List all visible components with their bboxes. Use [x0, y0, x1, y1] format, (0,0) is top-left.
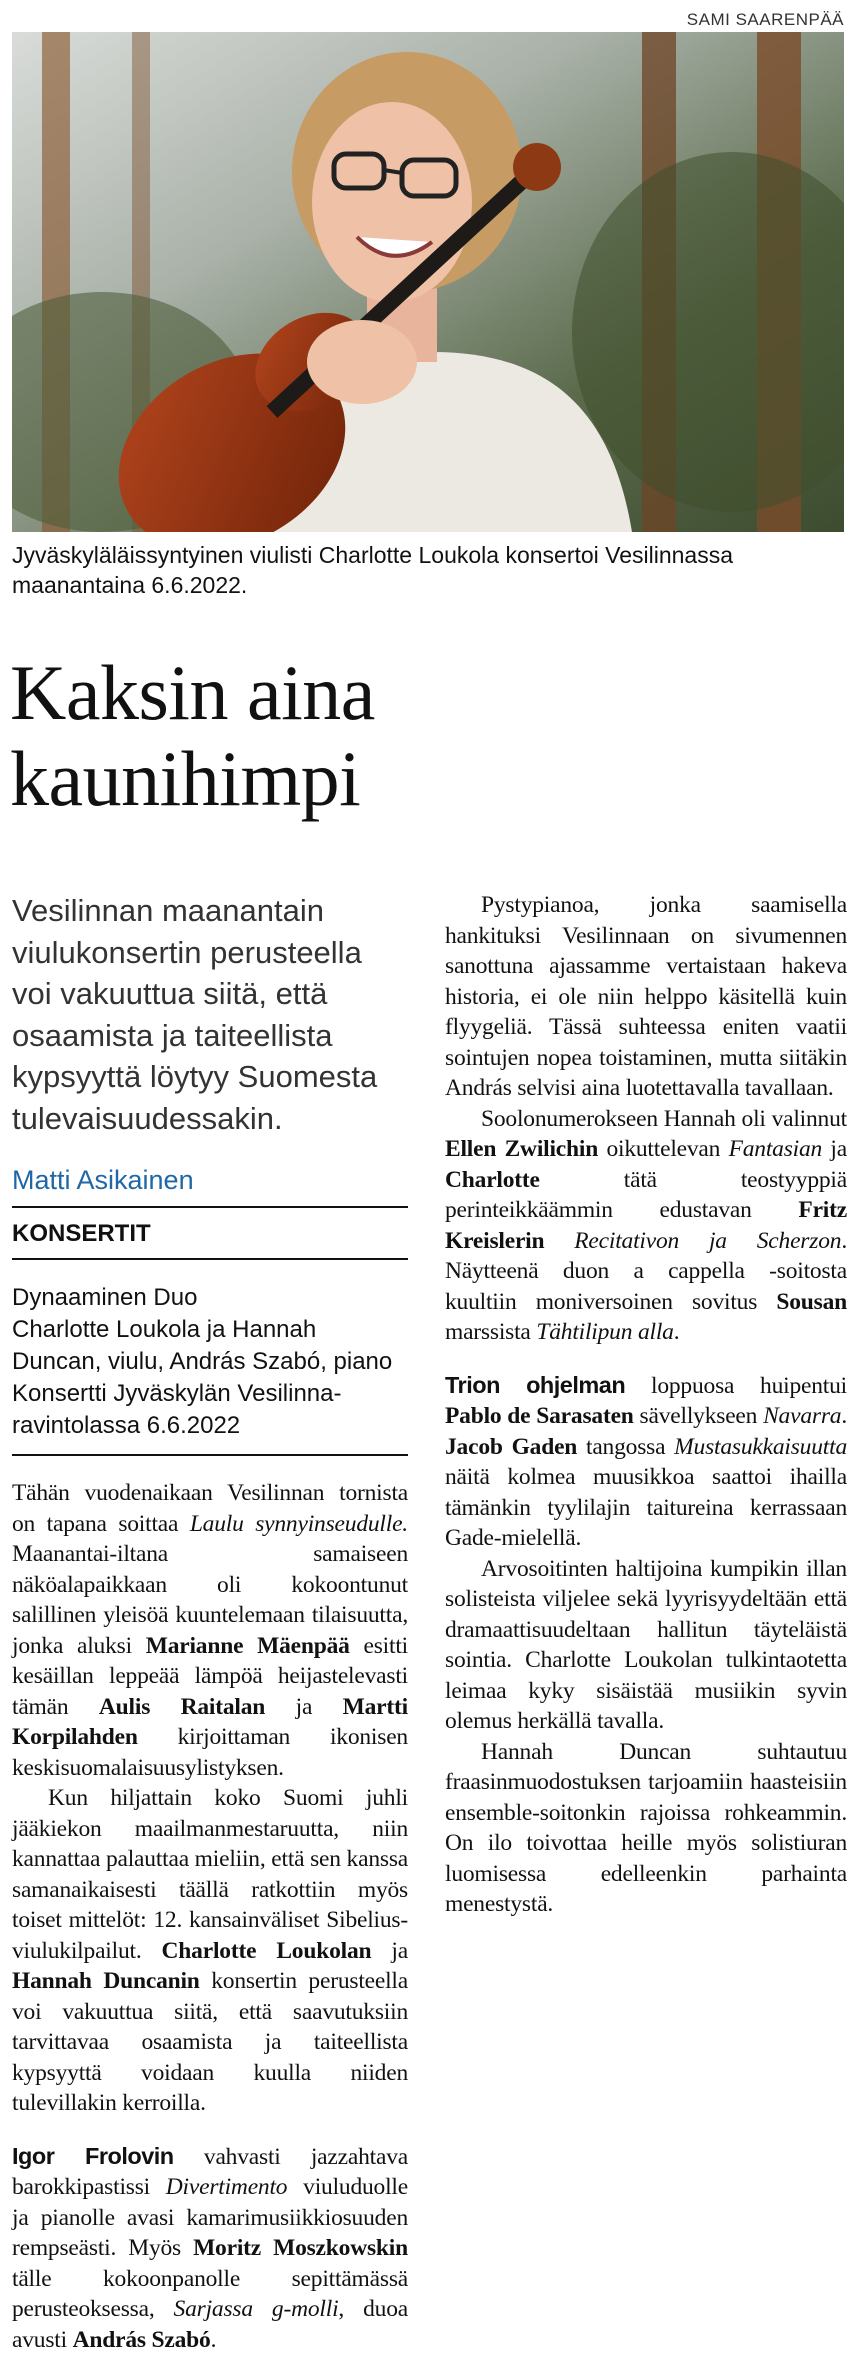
headline: Kaksin aina kaunihimpi: [10, 649, 375, 822]
article-body-right: [445, 890, 847, 1920]
photo-caption: Jyväskyläläissyntyinen viulisti Charlotte Loukola konsertoi Vesilinnassa maanantaina 6.6.2022.: [12, 542, 734, 598]
body-paragraph: Pystypianoa, jonka saamisella hankituksi Vesilinnaan on sivumennen sanottuna ajassamme vertaistaan hakeva historia, ei ole niin helppo käsitellä kuin flyygeliä. Tässä suhteessa eniten vaatii sointujen nopea toistaminen, mutta siitäkin András selvisi aina luotettavalla tavallaan.: [445, 892, 847, 1101]
right-column: [445, 890, 847, 1920]
article-photo: [12, 32, 844, 532]
article-body-left: [12, 1478, 408, 2355]
concert-info: [12, 1260, 408, 1456]
byline: Matti Asikainen: [12, 1165, 408, 1208]
body-paragraph: Arvosoitinten haltijoina kumpikin illan solisteista viljelee sekä lyyrisyydeltään että dramaattisuudeltaan hallitun täyteläistä sointia. Charlotte Loukolan tulkintaotetta leimaa kyky sisäistää musiikin syvin olemus herkällä tavalla.: [445, 1555, 847, 1734]
section-rubric: KONSERTIT: [12, 1208, 408, 1260]
concert-info-line: Konsertti Jyväskylän Vesilinna-ravintolassa 6.6.2022: [12, 1380, 342, 1439]
body-paragraph: Hannah Duncan suhtautuu fraasinmuodostuksen tarjoamiin haasteisiin ensemble-soitonkin rajoissa rohkeammin. On ilo toivottaa heille myös solistiuran luomisessa edelleenkin parhainta menestystä.: [445, 1738, 847, 1917]
body-paragraph: Igor Frolovin vahvasti jazzahtava barokkipastissi Divertimento viuluduolle ja pianolle avasi kamarimusiikkiosuuden rempseästi. Myös Moritz Moszkowskin tälle kokoonpanolle sepittämässä perusteoksessa, Sarjassa g-molli, duoa avusti András Szabó.: [12, 2142, 408, 2353]
body-paragraph: Tähän vuodenaikaan Vesilinnan tornista on tapana soittaa Laulu synnyinseudulle. Maanantai-iltana samaiseen näköalapaikkaan oli kokoontunut salillinen yleisöä kuuntelemaan tilaisuutta, jonka aluksi Marianne Mäenpää esitti kesäillan leppeää lämpöä heijastelevasti tämän Aulis Raitalan ja Martti Korpilahden kirjoittaman ikonisen keskisuomalaisuusylistyksen.: [12, 1480, 408, 1781]
body-paragraph: Soolonumerokseen Hannah oli valinnut Ellen Zwilichin oikuttelevan Fantasian ja Charlotte tätä teostyyppiä perinteikkäämmin edustavan Fritz Kreislerin Recitativon ja Scherzon. Näytteenä duon a cappella -soitosta kuultiin moniversoinen sovitus Sousan marssista Tähtilipun alla.: [445, 1105, 847, 1345]
body-paragraph: Kun hiljattain koko Suomi juhli jääkiekon maailmanmestaruutta, niin kannattaa palauttaa mieliin, että sen kanssa samanaikaisesti täällä ratkottiin myös toiset mittelöt: 12. kansainväliset Sibelius-viulukilpailut. Charlotte Loukolan ja Hannah Duncanin konsertin perusteella voi vakuuttua siitä, että saavutuksiin tarvittavaa osaamista ja taiteellista kypsyyttä voidaan kuulla niiden tulevillakin kerroilla.: [12, 1785, 408, 2116]
lead-paragraph: Vesilinnan maanantain viulukonsertin perusteella voi vakuuttua siitä, että osaamista ja taiteellista kypsyyttä löytyy Suomesta tulevaisuudessakin.: [12, 893, 378, 1136]
concert-info-line: Dynaaminen Duo: [12, 1284, 198, 1311]
photo-credit: SAMI SAARENPÄÄ: [686, 10, 844, 29]
left-column: [12, 890, 408, 2355]
concert-info-line: Charlotte Loukola ja Hannah Duncan, viulu, András Szabó, piano: [12, 1316, 393, 1375]
body-paragraph: Trion ohjelman loppuosa huipentui Pablo de Sarasaten sävellykseen Navarra. Jacob Gaden tangossa Mustasukkaisuutta näitä kolmea muusikkoa saattoi ihailla tämänkin tyylilajin taitureina kerrassaan Gade-mielellä.: [445, 1371, 847, 1551]
